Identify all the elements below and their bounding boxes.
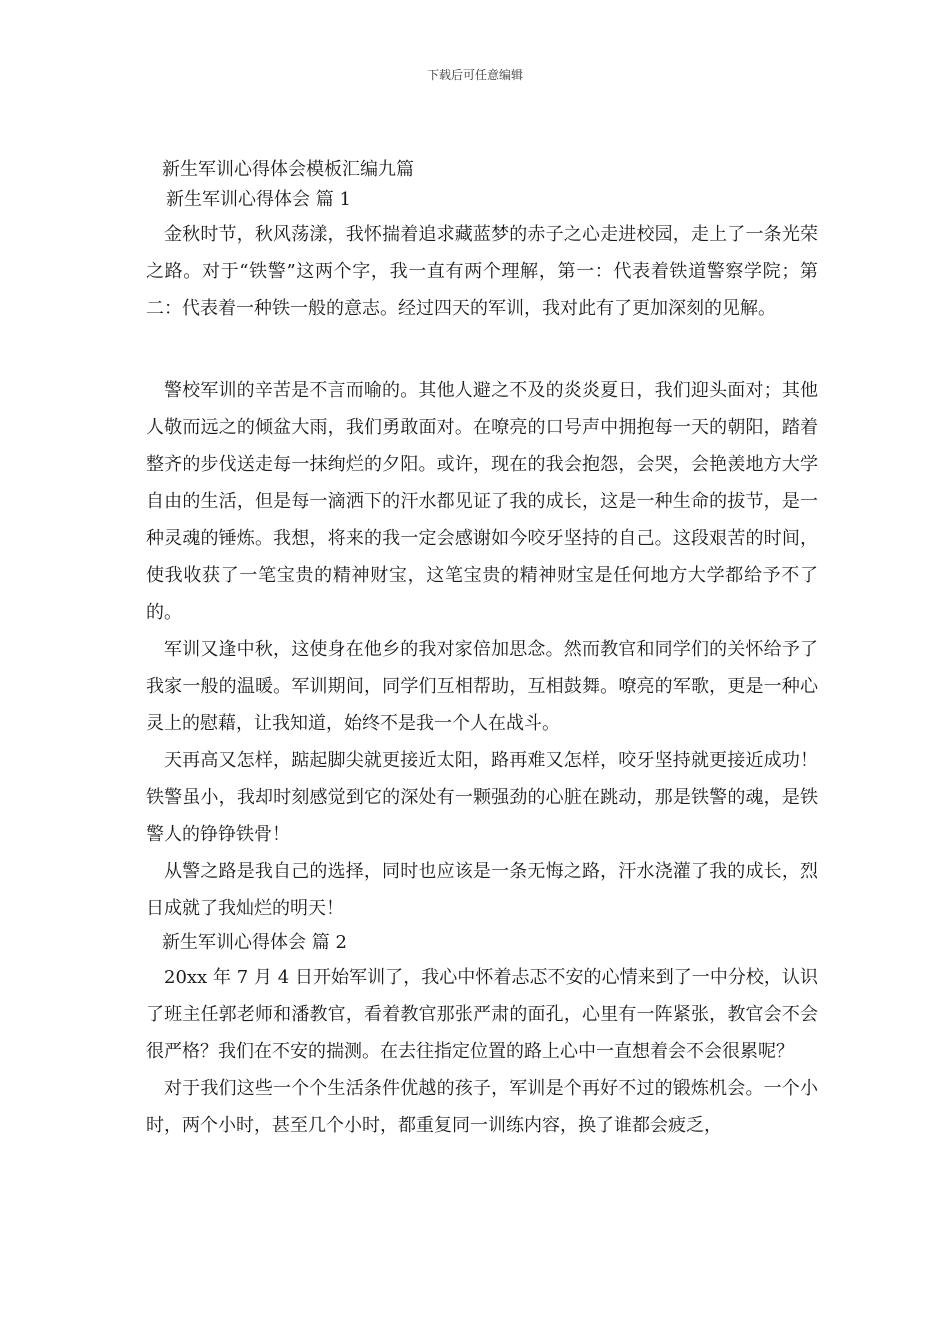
document-title: 新生军训心得体会模板汇编九篇 (162, 159, 414, 180)
paragraph: 从警之路是我自己的选择，同时也应该是一条无悔之路，汗水浇灌了我的成长，烈日成就了我灿烂的明天！ (146, 861, 818, 919)
paragraph: 警校军训的辛苦是不言而喻的。其他人避之不及的炎炎夏日，我们迎头面对；其他人敬而远之的倾盆大雨，我们勇敢面对。在嘹亮的口号声中拥抱每一天的朝阳，踏着整齐的步伐送走每一抹绚烂的夕阳。或许，现在的我会抱怨，会哭，会艳羡地方大学自由的生活，但是每一滴洒下的汗水都见证了我的成长，这是一种生命的拔节，是一种灵魂的锤炼。我想，将来的我一定会感谢如今咬牙坚持的自己。这段艰苦的时间，使我收获了一笔宝贵的精神财宝，这笔宝贵的精神财宝是任何地方大学都给予不了的。 (146, 380, 818, 623)
paragraph: 对于我们这些一个个生活条件优越的孩子，军训是个再好不过的锻炼机会。一个小时，两个小时，甚至几个小时，都重复同一训练内容，换了谁都会疲乏， (146, 1078, 818, 1136)
section-heading-1: 新生军训心得体会 篇 1 (166, 189, 351, 210)
header-note: 下载后可任意编辑 (426, 68, 523, 82)
paragraph: 20xx 年 7 月 4 日开始军训了，我心中怀着忐忑不安的心情来到了一中分校，认识了班主任郭老师和潘教官，看着教官那张严肃的面孔，心里有一阵紧张，教官会不会很严格？我们在不安的揣测。在去往指定位置的路上心中一直想着会不会很累呢？ (146, 967, 818, 1062)
document-body (146, 156, 818, 1144)
paragraph: 金秋时节，秋风荡漾，我怀揣着追求藏蓝梦的赤子之心走进校园，走上了一条光荣之路。对于“铁警”这两个字，我一直有两个理解，第一：代表着铁道警察学院；第二：代表着一种铁一般的意志。经过四天的军训，我对此有了更加深刻的见解。 (146, 224, 818, 319)
section-heading-2: 新生军训心得体会 篇 2 (162, 932, 347, 953)
paragraph: 天再高又怎样，踮起脚尖就更接近太阳，路再难又怎样，咬牙坚持就更接近成功！铁警虽小，我却时刻感觉到它的深处有一颗强劲的心脏在跳动，那是铁警的魂，是铁警人的铮铮铁骨！ (146, 750, 818, 845)
paragraph: 军训又逢中秋，这使身在他乡的我对家倍加思念。然而教官和同学们的关怀给予了我家一般的温暖。军训期间，同学们互相帮助，互相鼓舞。嘹亮的军歌，更是一种心灵上的慰藉，让我知道，始终不是我一个人在战斗。 (146, 639, 818, 734)
blank-line (146, 327, 818, 372)
